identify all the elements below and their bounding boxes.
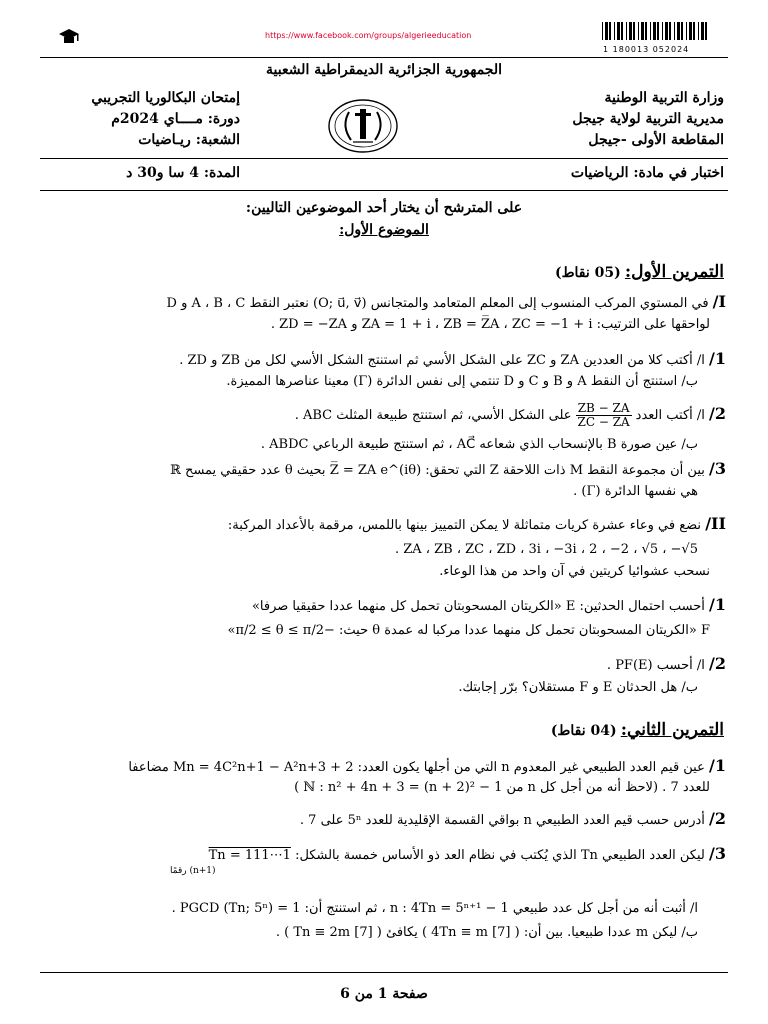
- q2a-post: على الشكل الأسي، ثم استنتج طبيعة المثلث ABC .: [294, 408, 572, 423]
- barcode-bar: [617, 22, 620, 40]
- part-II-line-2: ZA ، ZB ، ZC ، ZD ، 3i ، −3i ، 2 ، −2 ، √5 ، −√5 .: [394, 542, 698, 557]
- barcode-bar: [705, 22, 707, 40]
- barcode-bar: [681, 22, 683, 40]
- p2a-text: ا/ أحسب PF(E) .: [606, 658, 705, 673]
- ex2-q3-brace-label: (n+1) رقمًا: [170, 866, 216, 876]
- q1b-line: ب/ استنتج أن النقط A و B و C و D تنتمي إلى نفس الدائرة (Γ) معينا عناصرها المميزة.: [226, 374, 698, 389]
- barcode-bar: [633, 22, 635, 40]
- ex2-q1-number: 1/: [709, 756, 726, 775]
- duration-label: المدة: 4 سا و30 د: [126, 165, 240, 181]
- exam-block: [40, 88, 240, 151]
- graduation-cap-icon: [58, 28, 80, 46]
- part-II-text-1: نضع في وعاء عشرة كريات متماثلة لا يمكن التمييز بينها باللمس، مرقمة بالأعداد المركبة:: [227, 518, 702, 533]
- barcode-bar: [698, 22, 699, 40]
- q2b-line: ب/ عين صورة B بالإنسحاب الذي شعاعه AC⃗ ، ثم استنتج طبيعة الرباعي ABDC .: [260, 437, 698, 452]
- ministry-block: [572, 88, 724, 151]
- barcode-bar: [605, 22, 608, 40]
- ex2-q3-T-expression: Tn = 111⋯1: [208, 848, 291, 863]
- exam-title: إمتحان البكالوريا التجريبي: [91, 90, 240, 106]
- q2a-fraction: [576, 402, 632, 429]
- ex2-q2-number: 2/: [709, 809, 726, 828]
- ex2-q2-line: [40, 810, 726, 830]
- barcode-bar: [665, 22, 668, 40]
- barcode: [602, 22, 708, 46]
- barcode-bar: [677, 22, 680, 40]
- barcode-bar: [629, 22, 632, 40]
- part-I-label: I/: [712, 292, 726, 311]
- p1b-line: F «الكريتان المسحوبتان تحمل كل منهما عددا مركبا له عمدة θ حيث: −π/2 ≤ θ ≤ π/2»: [227, 623, 710, 638]
- republic-title: الجمهورية الجزائرية الديمقراطية الشعبية: [265, 62, 502, 78]
- barcode-bar: [662, 22, 663, 40]
- ex2-q1a-text: عين قيم العدد الطبيعي غير المعدوم n التي من أجلها يكون العدد: Mn = 4C²n+1 − A²n+3 + 2 مضاعفا: [128, 760, 705, 775]
- barcode-bar: [621, 22, 623, 40]
- q2a-line: [40, 400, 726, 430]
- q3a-text: بين أن مجموعة النقط M ذات اللاحقة Z التي تحقق: Z̅ = ZA e^(iθ) بحيث θ عدد حقيقي يمسح ℝ: [170, 463, 705, 478]
- p1a-text: أحسب احتمال الحدثين: E «الكريتان المسحوبتان تحمل كل منهما عددا حقيقيا صرفا»: [251, 599, 705, 614]
- page-number: صفحة 1 من 6: [340, 986, 428, 1002]
- exercise-2-heading: [551, 720, 724, 740]
- part-II-line-1: [40, 515, 726, 535]
- barcode-bar: [686, 22, 687, 40]
- q2-number: 2/: [709, 404, 726, 423]
- part-II-label: II/: [705, 514, 726, 533]
- ministry-line: وزارة التربية الوطنية: [604, 90, 724, 106]
- part-I-line-2: لواحقها على الترتيب: ZA = 1 + i ، ZB = Z̅A ، ZC = −1 + i و ZD = −ZA .: [270, 317, 710, 332]
- directorate-logo: [327, 98, 399, 154]
- q2a-denominator: ZC − ZA: [577, 415, 630, 429]
- header-url[interactable]: https://www.facebook.com/groups/algerieeducation: [265, 31, 472, 40]
- barcode-bar: [645, 22, 647, 40]
- exercise-2-points: (04 نقاط): [550, 723, 617, 739]
- q1a-text: ا/ أكتب كلا من العددين ZA و ZC على الشكل الأسي ثم استنتج الشكل الأسي لكل من ZB و ZD .: [179, 353, 705, 368]
- ex2-q1b-line: للعدد 7 . (لاحظ أنه من أجل كل n من ℕ : n² + 4n + 3 = (n + 2)² − 1 ): [294, 780, 710, 795]
- p2a-line: [40, 655, 726, 675]
- ex2-q1a-line: [40, 757, 726, 777]
- ex2-q3-text: ليكن العدد الطبيعي Tn الذي يُكتب في نظام العد ذو الأساس خمسة بالشكل:: [295, 848, 705, 863]
- ex2-q2-text: أدرس حسب قيم العدد الطبيعي n بواقي القسمة الإقليدية للعدد 5ⁿ على 7 .: [299, 813, 705, 828]
- q3a-line: [40, 460, 726, 480]
- q1a-line: [40, 350, 726, 370]
- barcode-bar: [689, 22, 692, 40]
- exercise-1-points: (05 نقاط): [554, 265, 621, 281]
- p1-number: 1/: [709, 595, 726, 614]
- exercise-1-title: التمرين الأول:: [624, 262, 724, 282]
- p1a-line: [40, 596, 726, 616]
- barcode-bar: [701, 22, 704, 40]
- q3b-line: هي نفسها الدائرة (Γ) .: [573, 484, 698, 499]
- barcode-bar: [641, 22, 644, 40]
- barcode-bar: [626, 22, 627, 40]
- topic-title: الموضوع الأول:: [339, 222, 429, 238]
- choose-instruction: على المترشح أن يختار أحد الموضوعين التاليين:: [245, 200, 523, 216]
- p2b-line: ب/ هل الحدثان E و F مستقلان؟ برّر إجابتك.: [458, 680, 698, 695]
- barcode-bar: [669, 22, 671, 40]
- barcode-bar: [693, 22, 695, 40]
- exam-stream: الشعبة: ريـاضيات: [138, 132, 240, 148]
- q2a-numerator: ZB − ZA: [577, 401, 630, 415]
- p2-number: 2/: [709, 654, 726, 673]
- barcode-bar: [657, 22, 659, 40]
- ex2-q3-line: [40, 845, 726, 865]
- barcode-bar: [614, 22, 615, 40]
- part-II-line-3: نسحب عشوائيا كريتين في آن واحد من هذا الوعاء.: [439, 564, 710, 579]
- exercise-1-heading: [555, 262, 724, 282]
- exam-session: دورة: مــــاي 2024م: [111, 111, 240, 127]
- barcode-bar: [650, 22, 651, 40]
- subject-label: اختبار في مادة: الرياضيات: [570, 165, 724, 181]
- directorate-line: مديرية التربية لولاية جيجل: [572, 111, 724, 127]
- q2a-pre: ا/ أكتب العدد: [635, 408, 705, 423]
- barcode-number: 1 180013 052024: [603, 45, 690, 54]
- barcode-bar: [674, 22, 675, 40]
- q1-number: 1/: [709, 349, 726, 368]
- barcode-bar: [609, 22, 611, 40]
- part-I-text-1: في المستوي المركب المنسوب إلى المعلم المتعامد والمتجانس (O; u⃗, v⃗) نعتبر النقط A ، B ، C و D: [166, 296, 709, 311]
- exercise-2-title: التمرين الثاني:: [620, 720, 724, 740]
- part-I-line-1: [40, 293, 726, 313]
- ex2-q3a-line: ا/ أثبت أنه من أجل كل عدد طبيعي n : 4Tn = 5ⁿ⁺¹ − 1 ، ثم استنتج أن: PGCD (Tn; 5ⁿ) = 1 .: [171, 901, 698, 916]
- barcode-bar: [653, 22, 656, 40]
- barcode-bar: [602, 22, 603, 40]
- barcode-bar: [638, 22, 639, 40]
- ex2-q3b-line: ب/ ليكن m عددا طبيعيا. بين أن: ( 4Tn ≡ m [7] ) يكافئ ( Tn ≡ 2m [7] ) .: [275, 925, 698, 940]
- district-line: المقاطعة الأولى -جيجل: [588, 132, 724, 148]
- ex2-q3-number: 3/: [709, 844, 726, 863]
- q3-number: 3/: [709, 459, 726, 478]
